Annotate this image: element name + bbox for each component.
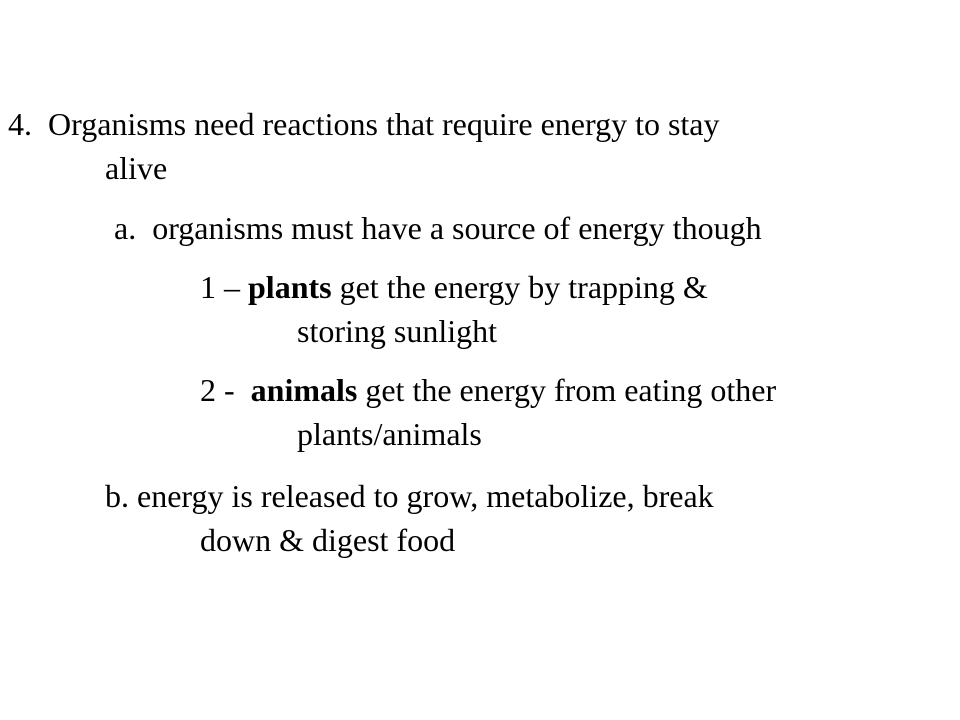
sub-point-b-text-continued: down & digest food [200, 522, 456, 558]
item-2-text: get the energy from eating other [365, 372, 777, 408]
point-4-text: Organisms need reactions that require energy to stay [48, 106, 720, 142]
point-4-number: 4. [8, 106, 32, 142]
item-2-text-continued: plants/animals [297, 416, 482, 452]
sub-point-b-line-1 [105, 477, 714, 515]
point-4-text-continued: alive [105, 150, 168, 186]
point-4-line-2 [105, 149, 167, 187]
sub-point-b-text: energy is released to grow, metabolize, break [137, 478, 714, 514]
item-2-line-2 [297, 415, 482, 453]
item-1-marker: 1 – [200, 269, 240, 305]
item-1-keyword: plants [248, 269, 332, 305]
item-2-keyword: animals [250, 372, 358, 408]
item-2-marker: 2 - [200, 372, 235, 408]
item-1-line-1 [200, 268, 708, 306]
sub-point-a-text: organisms must have a source of energy though [152, 210, 762, 246]
item-2-line-1 [200, 371, 776, 409]
sub-point-a-marker: a. [114, 210, 137, 246]
item-1-line-2 [297, 312, 497, 350]
sub-point-b-line-2 [200, 521, 455, 559]
item-1-text-continued: storing sunlight [297, 313, 498, 349]
sub-point-a [114, 209, 762, 247]
item-1-text: get the energy by trapping & [339, 269, 708, 305]
point-4-line-1 [8, 105, 720, 143]
sub-point-b-marker: b. [105, 478, 129, 514]
